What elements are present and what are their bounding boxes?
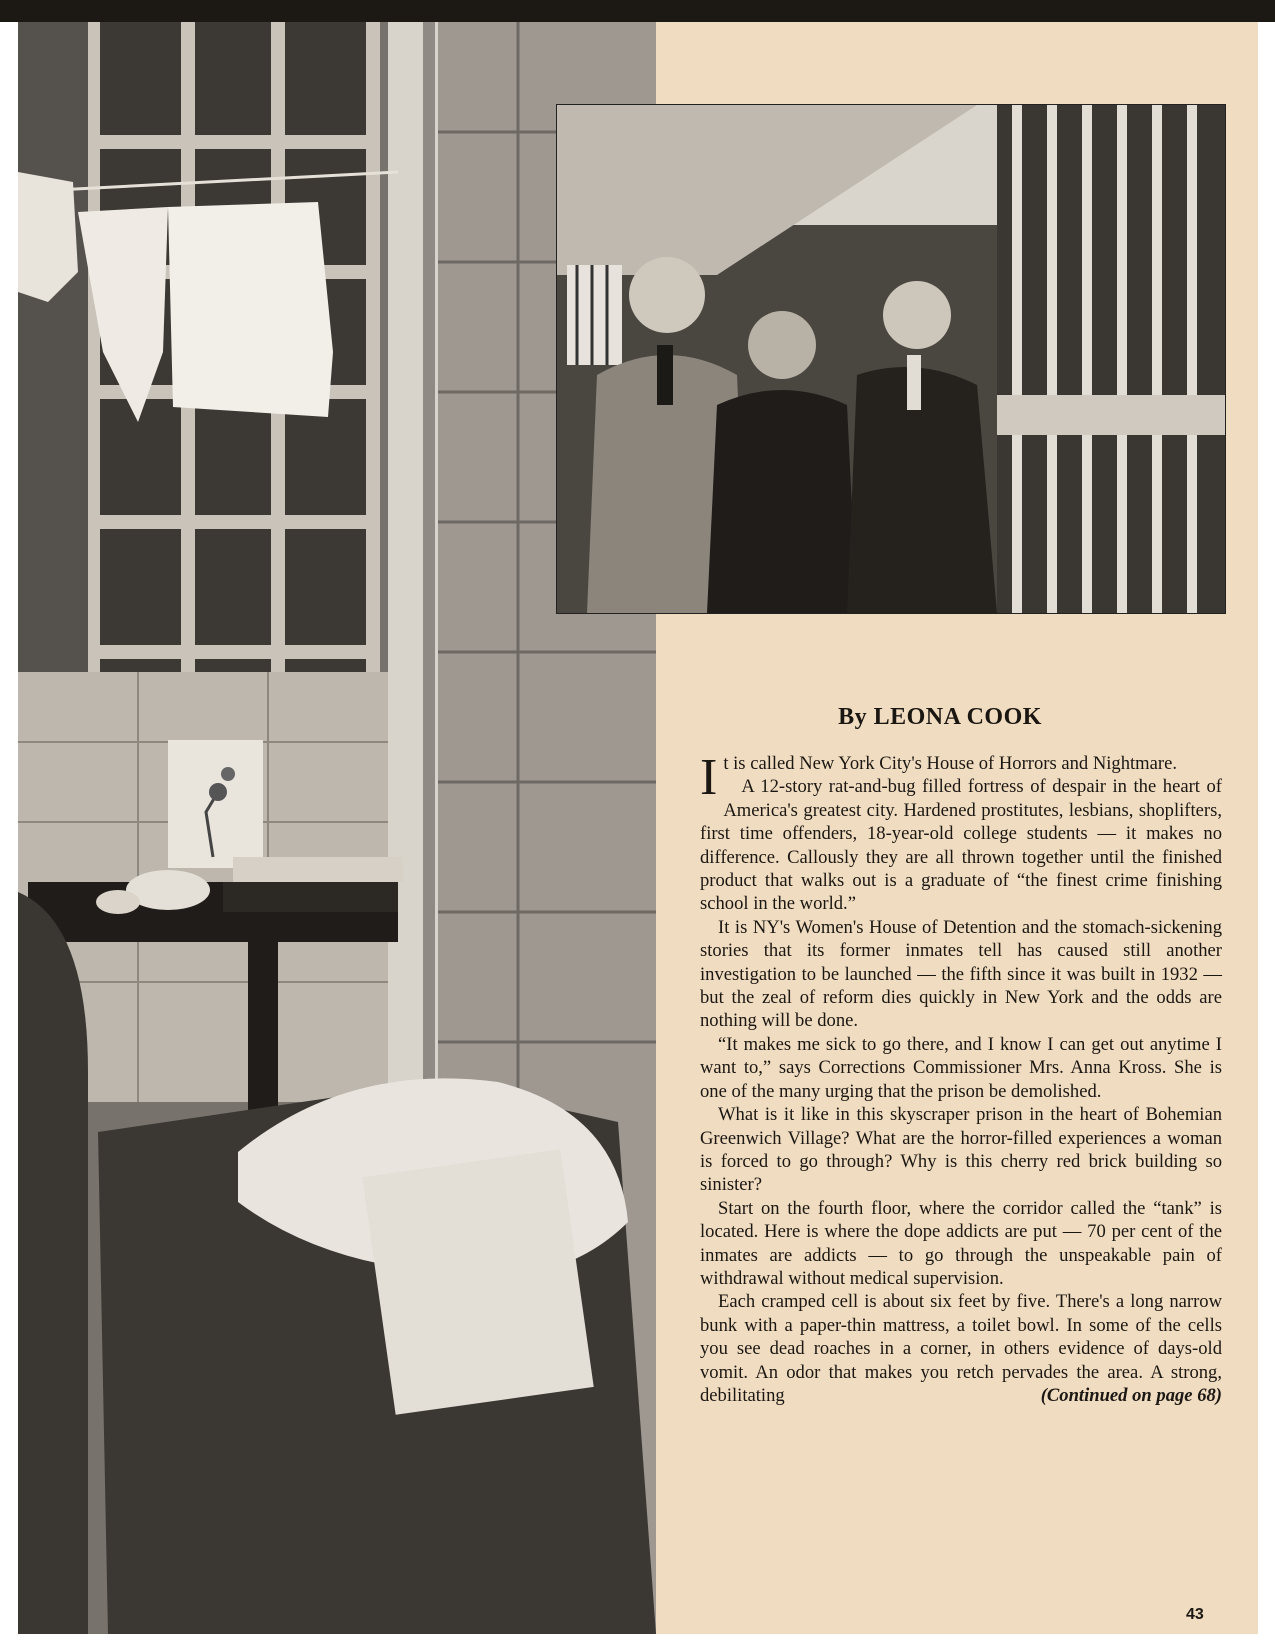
article-paragraph: It is called New York City's House of Horrors and Nightmare. [700,749,1177,806]
scan-top-edge [0,0,1275,22]
continued-note: (Continued on page 68) [1040,1384,1222,1406]
article-paragraph: “It makes me sick to go there, and I know I can get out anytime I want to,” says Corrections Commissioner Mrs. Anna Kross. She is one of the many urging that the prison be demolished. [700,1033,1222,1102]
drop-cap: I [700,749,718,806]
page-number: 43 [1186,1606,1204,1623]
article-paragraph: What is it like in this skyscraper prison in the heart of Bohemian Greenwich Village? What are the horror-filled experiences a woman is forced to go through? Why is this cherry red brick building so sinister? [700,1104,1222,1196]
byline: By LEONA COOK [838,704,1042,730]
article-paragraph: It is NY's Women's House of Detention and the stomach-sickening stories that its former inmates tell has caused still another investigation to be launched — the fifth since it was built in 1932 — but the zeal of reform dies quickly in New York and the odds are nothing will be done. [700,916,1222,1032]
article-paragraph: Each cramped cell is about six feet by five. There's a long narrow bunk with a paper-thin mattress, a toilet bowl. In some of the cells you see dead roaches in a corner, in others evidence of days-old vomit. An odor that makes you retch pervades the area. A strong, debilitating (Continued on page 68) [700,1291,1222,1406]
article-paragraph: Start on the fourth floor, where the corridor called the “tank” is located. Here is where the dope addicts are put — 70 per cent of the inmates are addicts — to go through the unspeakable pain of withdrawal without medical supervision. [700,1197,1222,1289]
article-paragraph: A 12-story rat-and-bug filled fortress of despair in the heart of America's greatest city. Hardened prostitutes, lesbians, shoplifters, first time offenders, 18-year-old college students — it makes no difference. Callously they are all thrown together until the finished product that walks out is a graduate of “the finest crime finishing school in the world.” [700,776,1222,915]
article-body [700,749,1222,1407]
inset-photo-visitors [556,104,1226,614]
